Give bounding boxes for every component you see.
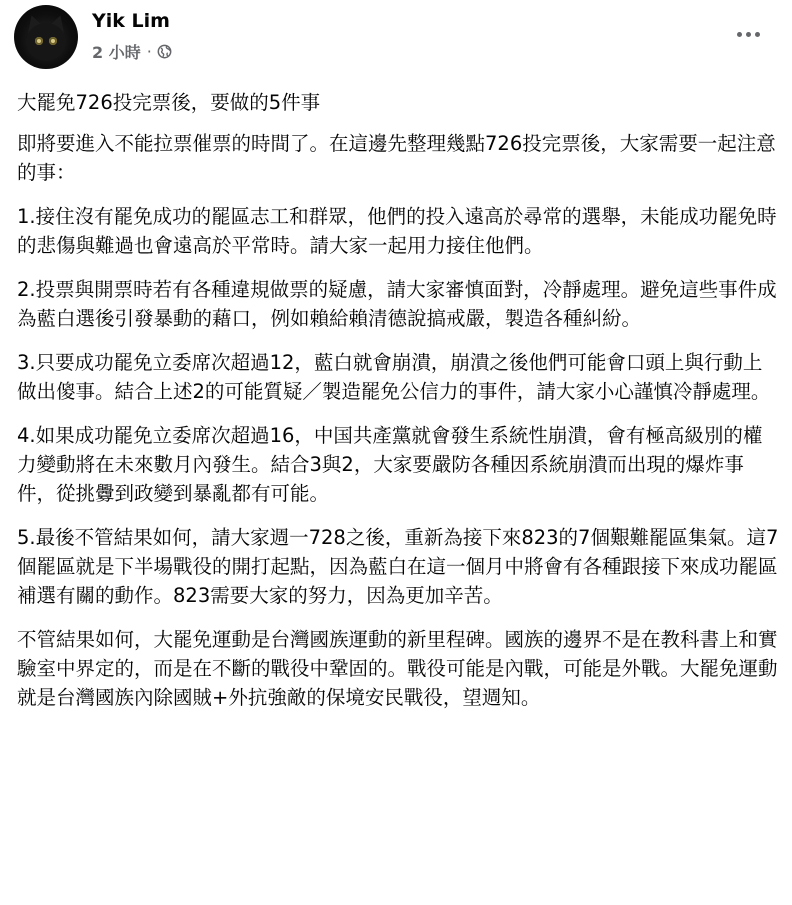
avatar-eye [35, 37, 43, 45]
dot [737, 32, 742, 37]
dot [755, 32, 760, 37]
avatar-face [26, 23, 66, 61]
post-point-2: 2.投票與開票時若有各種違規做票的疑慮，請大家審慎面對，冷靜處理。避免這些事件成為藍白選後引發暴動的藉口，例如賴給賴清德說搞戒嚴，製造各種糾紛。 [17, 278, 777, 330]
post-point-1: 1.接住沒有罷免成功的罷區志工和群眾，他們的投入遠高於尋常的選舉，未能成功罷免時的悲傷與難過也會遠高於平常時。請大家一起用力接住他們。 [17, 205, 777, 257]
more-options-icon[interactable] [730, 22, 766, 46]
post-point-3: 3.只要成功罷免立委席次超過12，藍白就會崩潰，崩潰之後他們可能會口頭上與行動上做出傻事。結合上述2的可能質疑／製造罷免公信力的事件，請大家小心謹慎冷靜處理。 [17, 351, 771, 403]
dot [746, 32, 751, 37]
post-title: 大罷免726投完票後，要做的5件事 [17, 91, 321, 114]
post-closing: 不管結果如何，大罷免運動是台灣國族運動的新里程碑。國族的邊界不是在教科書上和實驗室中界定的，而是在不斷的戰役中鞏固的。戰役可能是內戰，可能是外戰。大罷免運動就是台灣國族內除國賊+外抗強敵的保境安民戰役，望週知。 [17, 628, 778, 709]
post-body [17, 88, 779, 727]
globe-icon[interactable] [157, 44, 172, 59]
post-time[interactable]: 2 小時 [92, 42, 141, 62]
author-name[interactable]: Yik Lim [92, 10, 170, 32]
post-point-5: 5.最後不管結果如何，請大家週一728之後，重新為接下來823的7個艱難罷區集氣。這7個罷區就是下半場戰役的開打起點，因為藍白在這一個月中將會有各種跟接下來成功罷區補選有關的動作。823需要大家的努力，因為更加辛苦。 [17, 526, 779, 607]
meta-separator: · [146, 41, 152, 61]
avatar-eye [49, 37, 57, 45]
post-intro: 即將要進入不能拉票催票的時間了。在這邊先整理幾點726投完票後，大家需要一起注意的事： [17, 132, 776, 184]
post-meta [92, 40, 172, 62]
avatar[interactable] [14, 5, 78, 69]
post-point-4: 4.如果成功罷免立委席次超過16，中国共產黨就會發生系統性崩潰，會有極高級別的權力變動將在未來數月內發生。結合3與2，大家要嚴防各種因系統崩潰而出現的爆炸事件，從挑釁到政變到暴亂都有可能。 [17, 424, 763, 505]
post-header [0, 0, 792, 78]
